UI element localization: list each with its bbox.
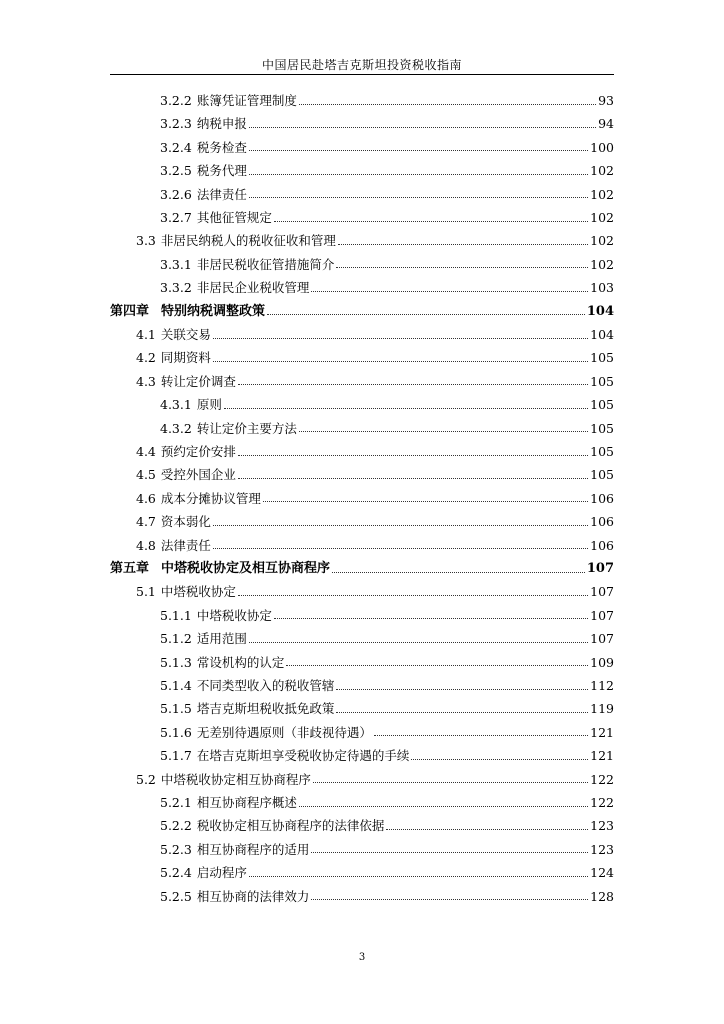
toc-entry-page: 105 (590, 373, 614, 389)
toc-entry-number: 5.1.2 (160, 631, 192, 647)
toc-entry-page: 107 (590, 607, 614, 623)
toc-entry-number: 5.2.1 (160, 795, 192, 810)
toc-entry-title: 非居民企业税收管理 (196, 280, 310, 296)
toc-dot-leader (374, 735, 588, 736)
toc-entry-title: 适用范围 (196, 631, 247, 647)
toc-entry-number: 4.4 (136, 444, 156, 459)
toc-entry-page: 105 (590, 350, 614, 366)
toc-dot-leader (332, 572, 585, 573)
toc-entry-page: 93 (598, 93, 614, 108)
toc-entry-title: 非居民税收征管措施简介 (196, 256, 335, 272)
toc-entry-page: 105 (590, 397, 614, 413)
toc-entry[interactable] (136, 467, 614, 483)
toc-entry-title: 相互协商程序的适用 (196, 841, 310, 857)
toc-entry[interactable] (160, 865, 614, 881)
toc-entry[interactable] (160, 795, 614, 811)
toc-entry-page: 107 (590, 584, 614, 600)
toc-chapter-entry[interactable] (110, 561, 614, 577)
toc-dot-leader (274, 618, 588, 619)
toc-entry[interactable] (160, 187, 614, 203)
toc-entry-title: 中塔税收协定 (196, 607, 272, 623)
toc-entry[interactable] (136, 327, 614, 343)
toc-entry-title: 预约定价安排 (160, 444, 236, 459)
toc-entry-number: 5.2.4 (160, 865, 192, 881)
toc-entry[interactable] (136, 538, 614, 554)
toc-entry[interactable] (160, 210, 614, 226)
toc-entry-page: 122 (590, 771, 614, 787)
toc-entry-page: 102 (590, 233, 614, 249)
toc-entry[interactable] (136, 584, 614, 600)
toc-entry-number: 4.3.2 (160, 420, 192, 436)
toc-entry-number: 第四章 (110, 303, 150, 319)
toc-entry-number: 3.2.3 (160, 116, 192, 132)
toc-dot-leader (249, 150, 588, 151)
toc-entry-page: 123 (590, 818, 614, 834)
toc-entry[interactable] (136, 491, 614, 507)
toc-dot-leader (311, 852, 588, 853)
toc-dot-leader (313, 782, 588, 783)
toc-entry-title: 税务代理 (196, 163, 247, 179)
toc-entry-page: 100 (590, 139, 614, 155)
toc-entry-number: 5.1.6 (160, 724, 192, 740)
toc-entry-number: 5.2 (136, 771, 156, 787)
toc-entry-number: 4.3 (136, 373, 156, 389)
toc-entry-page: 105 (590, 467, 614, 483)
toc-dot-leader (267, 314, 585, 315)
toc-dot-leader (249, 876, 588, 877)
toc-entry-number: 3.2.2 (160, 93, 192, 108)
toc-entry-title: 特别纳税调整政策 (161, 303, 266, 319)
toc-entry-title: 资本弱化 (160, 514, 211, 530)
toc-entry-number: 4.1 (136, 327, 156, 342)
toc-chapter-entry[interactable] (110, 304, 614, 320)
toc-entry-title: 不同类型收入的税收管辖 (196, 678, 335, 693)
toc-entry[interactable] (136, 444, 614, 460)
toc-entry-number: 3.2.7 (160, 210, 192, 225)
toc-entry-page: 109 (590, 654, 614, 670)
toc-dot-leader (336, 712, 588, 713)
toc-entry-page: 119 (590, 701, 614, 717)
toc-entry-page: 123 (590, 841, 614, 857)
toc-entry-title: 税务检查 (196, 139, 247, 155)
toc-entry-title: 其他征管规定 (196, 210, 272, 225)
toc-entry-number: 3.3.1 (160, 256, 192, 272)
toc-entry-number: 5.1.3 (160, 654, 192, 670)
toc-entry[interactable] (160, 280, 614, 296)
toc-entry[interactable] (160, 725, 614, 741)
toc-entry-title: 法律责任 (196, 186, 247, 202)
toc-entry-number: 5.1.7 (160, 748, 192, 764)
toc-entry-page: 107 (586, 561, 614, 576)
toc-entry-page: 94 (598, 116, 614, 132)
toc-entry-page: 102 (590, 186, 614, 202)
toc-entry-title: 在塔吉克斯坦享受税收协定待遇的手续 (196, 748, 410, 764)
toc-entry[interactable] (160, 421, 614, 437)
toc-dot-leader (411, 759, 588, 760)
toc-entry[interactable] (160, 257, 614, 273)
toc-entry-number: 5.1.5 (160, 701, 192, 717)
toc-dot-leader (213, 548, 588, 549)
toc-entry-number: 5.2.3 (160, 841, 192, 857)
toc-entry[interactable] (160, 140, 614, 156)
toc-entry-number: 3.2.4 (160, 139, 192, 155)
toc-entry-page: 105 (590, 444, 614, 459)
toc-dot-leader (213, 525, 588, 526)
toc-entry-title: 转让定价调查 (160, 373, 236, 389)
running-header: 中国居民赴塔吉克斯坦投资税收指南 (261, 58, 462, 72)
toc-dot-leader (238, 384, 588, 385)
toc-entry-page: 107 (590, 631, 614, 647)
toc-entry-title: 塔吉克斯坦税收抵免政策 (196, 701, 335, 717)
toc-entry-page: 121 (590, 724, 614, 740)
toc-dot-leader (238, 455, 588, 456)
toc-entry[interactable] (160, 842, 614, 858)
toc-entry-page: 104 (590, 327, 614, 342)
toc-entry[interactable] (160, 748, 614, 764)
toc-dot-leader (274, 221, 588, 222)
toc-entry[interactable] (160, 818, 614, 834)
toc-entry-title: 原则 (196, 397, 222, 413)
toc-entry[interactable] (160, 701, 614, 717)
toc-entry-number: 3.2.6 (160, 186, 192, 202)
toc-dot-leader (224, 408, 588, 409)
toc-entry[interactable] (160, 631, 614, 647)
toc-dot-leader (213, 338, 588, 339)
toc-entry[interactable] (136, 374, 614, 390)
toc-entry-title: 转让定价主要方法 (196, 420, 297, 436)
toc-entry-title: 账簿凭证管理制度 (196, 93, 297, 108)
toc-entry[interactable] (160, 397, 614, 413)
toc-entry-number: 4.5 (136, 467, 156, 483)
toc-entry-page: 102 (590, 210, 614, 225)
toc-dot-leader (336, 689, 588, 690)
toc-dot-leader (311, 899, 588, 900)
toc-entry-page: 106 (590, 537, 614, 553)
toc-entry-number: 5.1.1 (160, 607, 192, 623)
toc-dot-leader (336, 267, 588, 268)
toc-entry-number: 5.1.4 (160, 678, 192, 693)
toc-entry-title: 相互协商的法律效力 (196, 888, 310, 904)
toc-dot-leader (238, 595, 588, 596)
toc-entry-number: 4.6 (136, 490, 156, 506)
toc-entry-title: 常设机构的认定 (196, 654, 285, 670)
toc-entry-number: 第五章 (110, 561, 150, 576)
toc-dot-leader (263, 501, 588, 502)
toc-entry[interactable] (136, 350, 614, 366)
toc-entry-page: 105 (590, 420, 614, 436)
toc-dot-leader (286, 665, 588, 666)
toc-entry-title: 受控外国企业 (160, 467, 236, 483)
toc-entry-page: 121 (590, 748, 614, 764)
toc-entry[interactable] (160, 655, 614, 671)
toc-entry-number: 3.2.5 (160, 163, 192, 179)
toc-entry-title: 非居民纳税人的税收征收和管理 (160, 233, 336, 249)
toc-entry-number: 4.3.1 (160, 397, 192, 413)
toc-entry-page: 124 (590, 865, 614, 881)
toc-entry-page: 102 (590, 256, 614, 272)
toc-entry-title: 同期资料 (160, 350, 211, 366)
toc-entry-page: 102 (590, 163, 614, 179)
toc-entry-title: 中塔税收协定相互协商程序 (160, 771, 311, 787)
toc-dot-leader (249, 127, 596, 128)
toc-dot-leader (249, 642, 588, 643)
page-number: 3 (358, 952, 366, 963)
toc-entry[interactable] (136, 233, 614, 249)
toc-entry[interactable] (160, 678, 614, 694)
toc-entry-title: 纳税申报 (196, 116, 247, 132)
toc-entry-number: 5.1 (136, 584, 156, 600)
toc-entry-title: 关联交易 (160, 327, 211, 342)
toc-entry-page: 103 (590, 280, 614, 296)
toc-dot-leader (299, 806, 588, 807)
toc-entry-title: 中塔税收协定 (160, 584, 236, 600)
toc-entry-page: 106 (590, 514, 614, 530)
toc-entry-title: 启动程序 (196, 865, 247, 881)
toc-entry[interactable] (160, 93, 614, 109)
toc-entry-title: 税收协定相互协商程序的法律依据 (196, 818, 385, 834)
toc-entry[interactable] (160, 889, 614, 905)
toc-entry-number: 4.8 (136, 537, 156, 553)
toc-dot-leader (338, 244, 588, 245)
toc-entry[interactable] (136, 514, 614, 530)
toc-entry-page: 112 (590, 678, 614, 693)
toc-entry-title: 相互协商程序概述 (196, 795, 297, 810)
toc-entry-title: 成本分摊协议管理 (160, 490, 261, 506)
toc-entry-number: 5.2.5 (160, 888, 192, 904)
toc-dot-leader (213, 361, 588, 362)
toc-dot-leader (386, 829, 588, 830)
toc-entry-number: 5.2.2 (160, 818, 192, 834)
toc-entry-title: 中塔税收协定及相互协商程序 (161, 561, 331, 576)
toc-entry-number: 4.2 (136, 350, 156, 366)
toc-entry[interactable] (136, 772, 614, 788)
toc-dot-leader (299, 431, 588, 432)
toc-dot-leader (249, 197, 588, 198)
toc-entry-page: 104 (586, 303, 614, 319)
toc-entry-title: 法律责任 (160, 537, 211, 553)
toc-entry-title: 无差别待遇原则（非歧视待遇） (196, 724, 372, 740)
header-rule (110, 74, 614, 75)
toc-entry-number: 3.3 (136, 233, 156, 249)
toc-dot-leader (238, 478, 588, 479)
toc-dot-leader (299, 104, 596, 105)
toc-entry-number: 4.7 (136, 514, 156, 530)
toc-entry[interactable] (160, 163, 614, 179)
toc-entry-number: 3.3.2 (160, 280, 192, 296)
toc-dot-leader (249, 174, 588, 175)
toc-entry-page: 128 (590, 888, 614, 904)
toc-entry[interactable] (160, 116, 614, 132)
toc-entry-page: 106 (590, 490, 614, 506)
toc-dot-leader (311, 291, 588, 292)
toc-entry-page: 122 (590, 795, 614, 810)
toc-entry[interactable] (160, 608, 614, 624)
